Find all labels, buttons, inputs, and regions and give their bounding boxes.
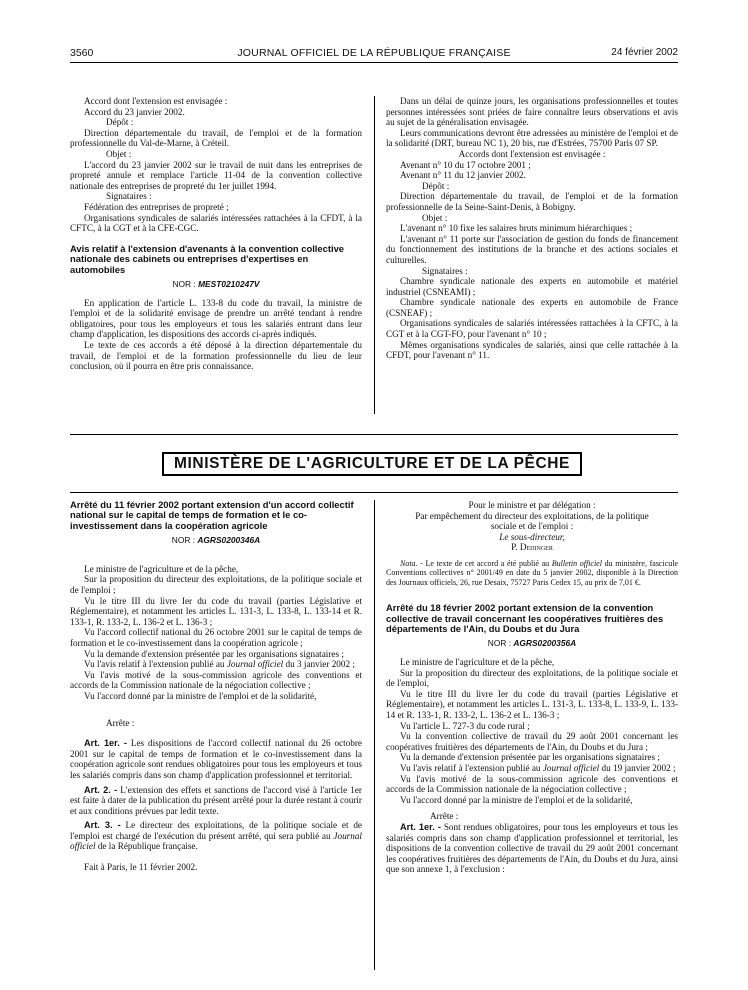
paragraph: Le texte de ces accords a été déposé à la direction départementale du travail, de l'emploi et de la formation professionnelle du lieu de leur conclusion, où il pourra en être pris connaissance. (70, 339, 362, 372)
paragraph: Direction départementale du travail, de l'emploi et de la formation professionnelle du Val-de-Marne, à Créteil. (70, 127, 362, 149)
section-label: Accords dont l'extension est envisagée : (458, 148, 606, 159)
paragraph: Direction départementale du travail, de l'emploi et de la formation professionnelle de la Seine-Saint-Denis, à Bobigny. (386, 191, 678, 212)
arrete-nor (70, 535, 362, 546)
paragraph: Dans un délai de quinze jours, les organisations professionnelles et toutes personnes intéressées sont priées de faire connaître leurs observations et avis au sujet de la généralisation envisagée. (386, 96, 678, 128)
paragraph: Organisations syndicales de salariés intéressées rattachées à la CFDT, à la CFTC, à la CGT et à la CFE-CGC. (70, 212, 362, 234)
section-label: Signataires : (106, 191, 152, 202)
paragraph: Fédération des entreprises de propreté ; (84, 201, 229, 212)
column-divider-bottom (374, 500, 375, 970)
section-label: Dépôt : (422, 180, 450, 191)
bottom-left-column (70, 500, 362, 873)
section-label: Objet : (106, 148, 132, 159)
nor-code: AGRS0200356A (513, 638, 577, 649)
arrete-nor (386, 638, 678, 649)
section-rule (70, 492, 678, 493)
journal-officiel-ref: Journal officiel (226, 659, 284, 670)
paragraph: En application de l'article L. 133-8 du code du travail, la ministre de l'emploi et de la solidarité envisage de prendre un arrêté tendant à rendre obligatoires, pour tous les employeurs et tous les salariés entrant dans leur champ d'application, les dispositions des accords ci-après indiqués. (70, 297, 362, 340)
paragraph: Vu l'accord donné par la ministre de l'emploi et de la solidarité, (84, 690, 317, 701)
journal-title: JOURNAL OFFICIEL DE LA RÉPUBLIQUE FRANÇAISE (237, 47, 511, 59)
paragraph: Le ministre de l'agriculture et de la pêche, (400, 657, 555, 667)
nota: Nota. - Le texte de cet accord a été publié au Bulletin officiel du ministère, fascicule Conventions collectives n° 2001/49 en date du 5 janvier 2002, disponible à la Direction des Journaux officiels, 26, rue Desaix, 75727 Paris Cedex 15, au prix de 7,01 €. (386, 558, 679, 587)
paragraph: Vu l'accord donné par la ministre de l'emploi et de la solidarité, (400, 794, 633, 805)
arrete-label: Arrête : (430, 811, 459, 822)
arrete-title: Arrêté du 18 février 2002 portant extension de la convention collective de travail concernant les coopératives fruitières des départements de l'Ain, du Doubs et du Jura (386, 602, 664, 634)
signatory-name: P. Dedinger (511, 542, 553, 553)
paragraph: Vu le titre III du livre Ier du code du travail (parties Législative et Réglementaire), et notamment les articles L. 131-3, L. 133-8, L. 133-9, L. 133-14 et R. 133-1, R. 133-2, L. 136-2 et L. 136-3 ; (386, 688, 678, 720)
paragraph: L'avenant n° 10 fixe les salaires bruts minimum hiérarchiques ; (400, 223, 633, 234)
paragraph: Chambre syndicale nationale des experts en automobile de France (CSNEAF) ; (386, 297, 678, 318)
nor-code: MEST0210247V (198, 278, 260, 289)
column-divider-top (374, 96, 375, 414)
signature-title: Le sous-directeur, (499, 531, 565, 542)
top-right-column (386, 96, 678, 361)
paragraph: Sur la proposition du directeur des exploitations, de la politique sociale et de l'emploi ; (70, 574, 362, 595)
paragraph: Organisations syndicales de salariés intéressées rattachées à la CFTC, à la CGT et à la CGT-FO, pour l'avenant n° 10 ; (386, 318, 678, 340)
paragraph: Vu la demande d'extension présentée par les organisations signataires ; (84, 648, 344, 659)
paragraph: Accord du 23 janvier 2002. (84, 106, 185, 117)
paragraph: L'accord du 23 janvier 2002 sur le travail de nuit dans les entreprises de propreté annule et remplace l'article 11-04 de la convention collective nationale des entreprises de propreté du 1er juillet 1994. (70, 159, 362, 191)
paragraph: Mêmes organisations syndicales de salariés, ainsi que celle rattachée à la CFDT, pour l'avenant n° 11. (386, 339, 678, 361)
paragraph: Vu la demande d'extension présentée par les organisations signataires ; (400, 752, 660, 763)
ministry-banner: MINISTÈRE DE L'AGRICULTURE ET DE LA PÊCHE (162, 452, 582, 476)
avis-nor (70, 279, 362, 290)
journal-officiel-ref: Journal officiel (542, 762, 600, 773)
page-header (70, 48, 678, 63)
top-left-column (70, 96, 362, 372)
paragraph: Vu l'avis relatif à l'extension publié au Journal officiel du 3 janvier 2002 ; (84, 659, 355, 670)
arrete-title: Arrêté du 11 février 2002 portant extension d'un accord collectif national sur le capital de temps de formation et le co-investissement dans la coopération agricole (70, 499, 354, 531)
page-number: 3560 (70, 47, 94, 59)
paragraph: Leurs communications devront être adressées au ministère de l'emploi et de la solidarité (DRT, bureau NC 1), 20 bis, rue d'Estrées, 75700 Paris 07 SP. (386, 127, 678, 149)
avis-title: Avis relatif à l'extension d'avenants à la convention collective nationale des cabinets ou entreprises d'expertises en automobiles (70, 242, 344, 275)
article-3: Art. 3. - Le directeur des exploitations, de la politique sociale et de l'emploi est chargé de l'exécution du présent arrêté, qui sera publié au Journal officiel de la République française. (70, 820, 363, 852)
signature-line: Par empêchement du directeur des exploitations, de la politique sociale et de l'emploi : (415, 510, 649, 532)
signature-place-date: Fait à Paris, le 11 février 2002. (84, 862, 198, 873)
arrete-label: Arrête : (106, 717, 135, 728)
paragraph: Vu l'avis motivé de la sous-commission agricole des conventions et accords de la Commission nationale de la négociation collective ; (386, 773, 678, 795)
nor-label: NOR : (171, 535, 196, 546)
section-label: Signataires : (422, 265, 468, 276)
section-label: Objet : (422, 212, 448, 223)
paragraph: L'avenant n° 11 porte sur l'association de gestion du fonds de financement du fonctionnement des institutions de la branche et des actions sociales et culturelles. (386, 233, 678, 265)
paragraph: Vu le titre III du livre Ier du code du travail (parties Législative et Réglementaire), et notamment les articles L. 131-3, L. 133-8, L. 133-14 et R. 133-1, R. 133-2, L. 136-2 et L. 136-3 ; (70, 595, 362, 627)
paragraph: Avenant n° 11 du 12 janvier 2002. (400, 170, 526, 181)
paragraph: Accord dont l'extension est envisagée : (84, 96, 228, 106)
article-1: Art. 1er. - Sont rendues obligatoires, pour tous les employeurs et tous les salariés compris dans son champ d'application professionnel et territorial, les dispositions de la convention collective de travail du 29 août 2001 concernant les coopératives fruitières des départements de l'Ain, du Doubs et du Jura, ainsi que son annexe 1, à l'exclusion : (386, 821, 678, 875)
article-1: Art. 1er. - Les dispositions de l'accord collectif national du 26 octobre 2001 sur le capital de temps de formation et le co-investissement dans la coopération agricole sont rendues obligatoires pour tous les employeurs et tous les salariés compris dans son champ d'application professionnel et territorial. (70, 738, 362, 780)
section-rule (70, 434, 678, 435)
section-label: Dépôt : (106, 117, 134, 128)
paragraph: Vu l'avis relatif à l'extension publié au Journal officiel du 19 janvier 2002 ; (400, 762, 676, 773)
nor-code: AGRS0200346A (197, 535, 261, 546)
nor-label: NOR : (487, 638, 512, 649)
bottom-right-column (386, 500, 678, 875)
paragraph: Sur la proposition du directeur des exploitations, de la politique sociale et de l'emploi, (386, 667, 678, 689)
nor-label: NOR : (172, 278, 196, 289)
issue-date: 24 février 2002 (611, 47, 678, 58)
paragraph: Vu l'article L. 727-3 du code rural ; (400, 720, 530, 731)
article-2: Art. 2. - L'extension des effets et sanctions de l'accord visé à l'article 1er est faite à dater de la publication du présent arrêté pour la durée restant à courir et aux conditions prévues par ledit texte. (70, 784, 362, 816)
paragraph: Avenant n° 10 du 17 octobre 2001 ; (400, 159, 531, 170)
signature-line: Pour le ministre et par délégation : (468, 500, 596, 510)
paragraph: Vu l'accord collectif national du 26 octobre 2001 sur le capital de temps de formation et le co-investissement dans la coopération agricole ; (70, 627, 362, 648)
paragraph: Le ministre de l'agriculture et de la pêche, (84, 563, 239, 574)
paragraph: Vu l'avis motivé de la sous-commission agricole des conventions et accords de la Commission nationale de la négociation collective ; (70, 669, 362, 691)
paragraph: Chambre syndicale nationale des experts en automobile et matériel industriel (CSNEAMI) ; (386, 276, 678, 297)
paragraph: Vu la convention collective de travail du 29 août 2001 concernant les coopératives fruitières des départements de l'Ain, du Doubs et du Jura ; (386, 731, 678, 752)
